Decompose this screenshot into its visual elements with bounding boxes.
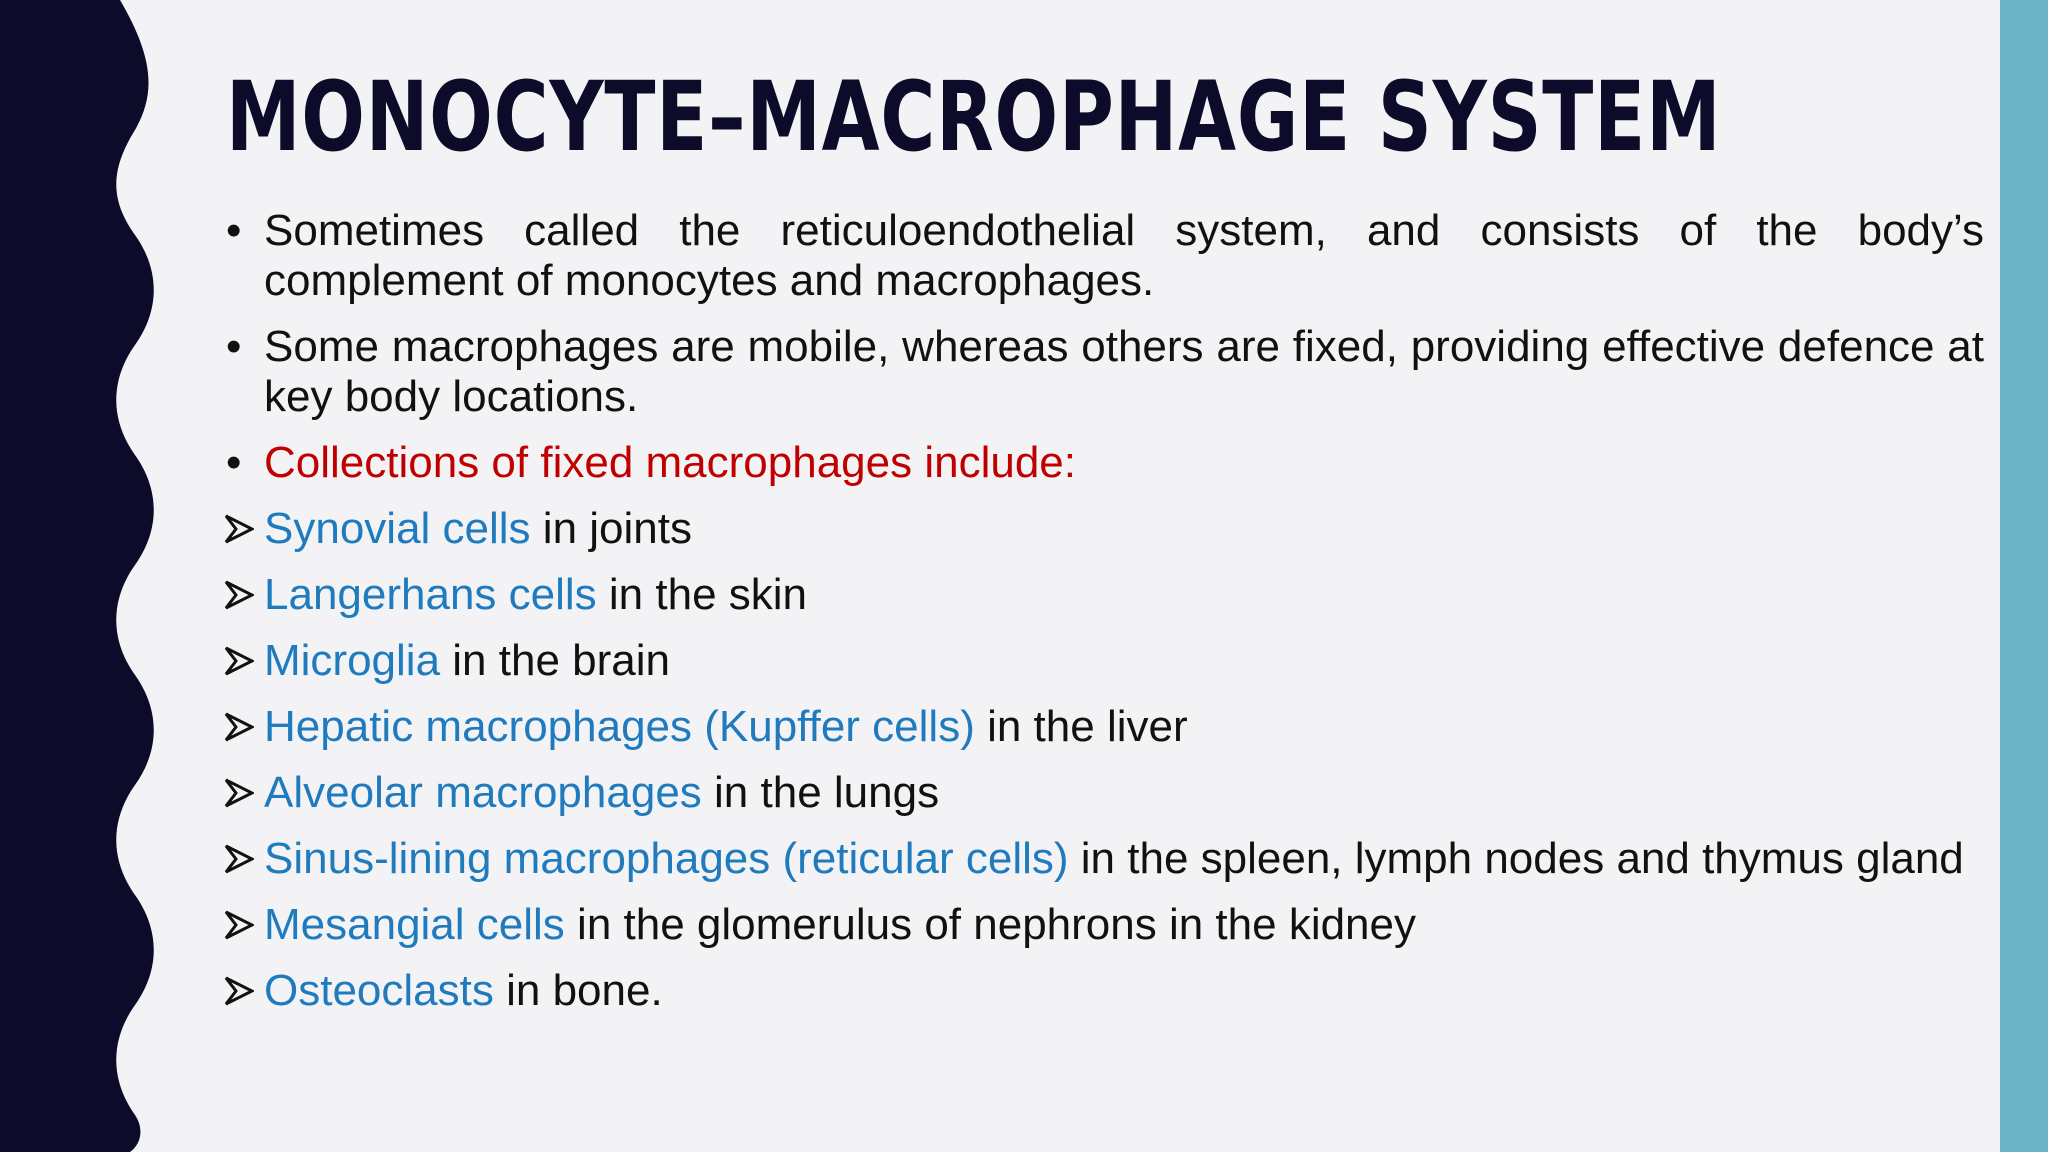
- arrow-bullet-icon: [224, 976, 254, 1006]
- list-item-location: in the glomerulus of nephrons in the kidney: [564, 900, 1417, 949]
- slide-body: [224, 206, 1984, 1032]
- list-item-location: in joints: [530, 504, 692, 553]
- bullet-icon: •: [226, 322, 242, 371]
- bullet-icon: •: [226, 438, 242, 487]
- arrow-bullet-icon: [224, 712, 254, 742]
- list-item-term: Hepatic macrophages (Kupffer cells): [264, 702, 975, 751]
- list-item-term: Microglia: [264, 636, 441, 685]
- list-item: [224, 966, 1984, 1016]
- right-accent-bar: [2000, 0, 2048, 1152]
- bullet-text: Sometimes called the reticuloendothelial system, and consists of the body’s complement of monocytes and macrophages.: [264, 206, 1984, 305]
- list-item-term: Osteoclasts: [264, 966, 494, 1015]
- list-item-term: Synovial cells: [264, 504, 531, 553]
- arrow-bullet-icon: [224, 910, 254, 940]
- list-item-location: in the lungs: [701, 768, 940, 817]
- list-item: [224, 636, 1984, 686]
- bullet-item: [224, 206, 1984, 306]
- bullet-icon: •: [226, 206, 242, 255]
- list-item-term: Langerhans cells: [264, 570, 597, 619]
- list-item: [224, 702, 1984, 752]
- list-item-location: in the spleen, lymph nodes and thymus gland: [1068, 834, 1964, 883]
- bullet-item: [224, 322, 1984, 422]
- slide-title: MONOCYTE–MACROPHAGE SYSTEM: [226, 61, 1722, 173]
- list-item-term: Sinus-lining macrophages (reticular cells): [264, 834, 1069, 883]
- list-item-location: in the liver: [974, 702, 1188, 751]
- arrow-bullet-icon: [224, 514, 254, 544]
- arrow-bullet-icon: [224, 778, 254, 808]
- list-item: [224, 900, 1984, 950]
- list-item: [224, 834, 1984, 884]
- arrow-bullet-icon: [224, 580, 254, 610]
- list-item-term: Mesangial cells: [264, 900, 565, 949]
- list-item-location: in the brain: [440, 636, 670, 685]
- list-item-location: in bone.: [493, 966, 663, 1015]
- list-item: [224, 768, 1984, 818]
- bullet-item: [224, 438, 1984, 488]
- bullet-text-highlight: Collections of fixed macrophages include:: [264, 438, 1077, 487]
- arrow-bullet-icon: [224, 844, 254, 874]
- list-item: [224, 504, 1984, 554]
- arrow-bullet-icon: [224, 646, 254, 676]
- list-item-term: Alveolar macrophages: [264, 768, 702, 817]
- left-wave-panel: [0, 0, 170, 1152]
- list-item-location: in the skin: [596, 570, 808, 619]
- bullet-text: Some macrophages are mobile, whereas others are fixed, providing effective defence at key body locations.: [264, 322, 1984, 421]
- list-item: [224, 570, 1984, 620]
